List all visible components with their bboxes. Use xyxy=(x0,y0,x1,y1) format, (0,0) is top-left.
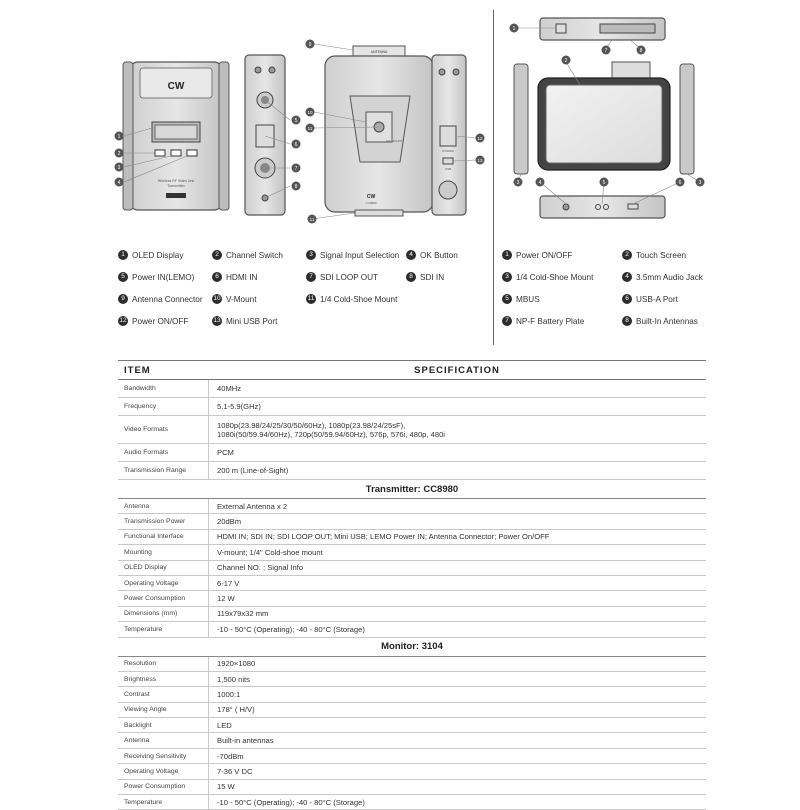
transmitter-section-title: Transmitter: CC8980 xyxy=(118,480,706,499)
legend-item xyxy=(406,272,444,282)
legend-text: Touch Screen xyxy=(636,250,687,260)
spec-row xyxy=(118,657,706,672)
spec-value xyxy=(209,795,706,809)
spec-value xyxy=(209,657,706,671)
spec-value-line: 12 W xyxy=(217,594,235,604)
spec-row xyxy=(118,607,706,622)
spec-value-line: Channel NO. ; Signal Info xyxy=(217,563,304,573)
spec-label: Mounting xyxy=(118,545,209,559)
callout-badge xyxy=(306,40,315,49)
legend-number-badge: 7 xyxy=(306,272,316,282)
spec-row xyxy=(118,380,706,398)
svg-text:8: 8 xyxy=(639,48,643,54)
legend-row xyxy=(118,294,488,316)
legend-number-badge: 8 xyxy=(406,272,416,282)
legend-text: Power ON/OFF xyxy=(516,250,573,260)
callout-badge xyxy=(510,24,519,33)
spec-label: Power Consumption xyxy=(118,591,209,605)
svg-text:3: 3 xyxy=(516,180,520,186)
spec-value xyxy=(209,444,706,461)
spec-value xyxy=(209,499,706,513)
legend-number-badge: 8 xyxy=(622,316,632,326)
spec-row xyxy=(118,561,706,576)
diagram-svg xyxy=(0,0,800,240)
legend-item xyxy=(502,272,593,282)
spec-row xyxy=(118,622,706,637)
spec-value xyxy=(209,462,706,479)
spec-value xyxy=(209,380,706,397)
device-label: Transmitter xyxy=(167,184,185,188)
legend-number-badge: 4 xyxy=(622,272,632,282)
spec-label: Functional Interface xyxy=(118,530,209,544)
legend-item xyxy=(406,250,458,260)
legend-item xyxy=(622,294,678,304)
spec-value-line: 5.1-5.9(GHz) xyxy=(217,402,261,411)
spec-row xyxy=(118,514,706,529)
spec-label: Resolution xyxy=(118,657,209,671)
svg-text:6: 6 xyxy=(294,142,298,148)
spec-row xyxy=(118,591,706,606)
spec-row xyxy=(118,672,706,687)
spec-label: Backlight xyxy=(118,718,209,732)
spec-value xyxy=(209,398,706,415)
legend-text: Power IN(LEMO) xyxy=(132,272,195,282)
svg-text:5: 5 xyxy=(602,180,606,186)
spec-row xyxy=(118,687,706,702)
svg-text:12: 12 xyxy=(477,136,483,141)
spec-row xyxy=(118,499,706,514)
svg-text:7: 7 xyxy=(294,166,298,172)
spec-value xyxy=(209,576,706,590)
legend-number-badge: 7 xyxy=(502,316,512,326)
callout-badge xyxy=(306,124,315,133)
device-label: 1/4" MOUNT xyxy=(385,139,403,143)
spec-value-line: 1,500 nits xyxy=(217,674,250,684)
legend-text: Signal Input Selection xyxy=(320,250,400,260)
callout-badge xyxy=(476,134,485,143)
svg-text:2: 2 xyxy=(564,58,568,64)
transmitter-legend xyxy=(118,250,488,338)
svg-text:10: 10 xyxy=(307,110,313,115)
spec-value xyxy=(209,591,706,605)
legend-row xyxy=(118,272,488,294)
spec-value xyxy=(209,687,706,701)
spec-row xyxy=(118,795,706,810)
svg-text:3: 3 xyxy=(117,165,121,171)
device-label: CW xyxy=(366,194,376,200)
legend-number-badge: 5 xyxy=(118,272,128,282)
legend-item xyxy=(306,250,399,260)
header-specification: SPECIFICATION xyxy=(414,364,500,376)
legend-text: NP-F Battery Plate xyxy=(516,316,585,326)
spec-label: Brightness xyxy=(118,672,209,686)
spec-row xyxy=(118,780,706,795)
transmitter-front-view xyxy=(123,62,229,210)
monitor-section-title: Monitor: 3104 xyxy=(118,638,706,657)
specification-table xyxy=(118,360,706,810)
legend-row xyxy=(502,272,732,294)
spec-header xyxy=(118,360,706,380)
callout-badge xyxy=(115,149,124,158)
svg-text:7: 7 xyxy=(604,48,608,54)
callout-badge xyxy=(536,178,545,187)
legend-text: 1/4 Cold-Shoe Mount xyxy=(320,294,398,304)
legend-item xyxy=(622,316,698,326)
device-label: USB xyxy=(444,167,452,171)
legend-text: SDI LOOP OUT xyxy=(320,272,379,282)
spec-transmitter-section xyxy=(118,499,706,638)
svg-text:3: 3 xyxy=(698,180,702,186)
spec-label: Temperature xyxy=(118,795,209,809)
svg-text:1: 1 xyxy=(117,134,121,140)
spec-value-line: External Antenna x 2 xyxy=(217,501,288,511)
callout-badge xyxy=(676,178,685,187)
spec-row xyxy=(118,530,706,545)
spec-label: Transmission Range xyxy=(118,462,209,479)
callout-badge xyxy=(696,178,705,187)
spec-label: Transmission Power xyxy=(118,514,209,528)
spec-value xyxy=(209,561,706,575)
svg-text:1: 1 xyxy=(512,26,516,32)
header-item: ITEM xyxy=(124,364,151,376)
transmitter-right-side-view xyxy=(432,55,466,215)
spec-label: Frequency xyxy=(118,398,209,415)
legend-text: Built-In Antennas xyxy=(636,316,698,326)
spec-value-line: 1920×1080 xyxy=(217,659,256,669)
callout-badge xyxy=(292,182,301,191)
spec-value-line: 1080p(23.98/24/25/30/50/60Hz), 1080p(23.98/24/25sF), xyxy=(217,420,406,430)
callout-badge xyxy=(115,178,124,187)
device-label: ANTENNA xyxy=(370,50,388,54)
legend-item xyxy=(622,250,686,260)
callout-badge xyxy=(115,163,124,172)
legend-number-badge: 12 xyxy=(118,316,128,326)
legend-text: OLED Display xyxy=(132,250,184,260)
legend-item xyxy=(212,272,257,282)
spec-value xyxy=(209,622,706,636)
legend-item xyxy=(502,294,540,304)
legend-number-badge: 5 xyxy=(502,294,512,304)
callout-badge xyxy=(562,56,571,65)
spec-row xyxy=(118,462,706,480)
spec-label: Operating Voltage xyxy=(118,764,209,778)
monitor-top-view xyxy=(540,18,665,40)
callout-badge xyxy=(600,178,609,187)
svg-text:13: 13 xyxy=(477,158,483,163)
spec-label: Antenna xyxy=(118,733,209,747)
legend-text: Power ON/OFF xyxy=(132,316,189,326)
spec-value-line: 7-36 V DC xyxy=(217,766,253,776)
spec-value xyxy=(209,733,706,747)
legend-text: Channel Switch xyxy=(226,250,283,260)
legend-item xyxy=(502,250,572,260)
legend-number-badge: 11 xyxy=(306,294,316,304)
device-label: CC8980 xyxy=(365,201,377,205)
spec-value-line: V-mount; 1/4" Cold-shoe mount xyxy=(217,547,323,557)
spec-value xyxy=(209,530,706,544)
legend-row xyxy=(502,250,732,272)
spec-row xyxy=(118,749,706,764)
legend-row xyxy=(502,316,732,338)
brand-logo: CW xyxy=(167,81,185,92)
callout-badge xyxy=(602,46,611,55)
legend-item xyxy=(306,294,397,304)
legend-text: HDMI IN xyxy=(226,272,258,282)
legend-number-badge: 13 xyxy=(212,316,222,326)
legend-number-badge: 2 xyxy=(622,250,632,260)
spec-value-line: LED xyxy=(217,720,232,730)
spec-value-line: -10 - 50°C (Operating); -40 - 80°C (Storage) xyxy=(217,797,365,807)
device-label: Wireless RF Video Link xyxy=(157,179,195,183)
spec-value-line: -10 - 50°C (Operating); -40 - 80°C (Storage) xyxy=(217,624,365,634)
legend-number-badge: 3 xyxy=(306,250,316,260)
callout-badge xyxy=(308,215,317,224)
legend-number-badge: 1 xyxy=(118,250,128,260)
legend-text: SDI IN xyxy=(420,272,445,282)
legend-text: USB-A Port xyxy=(636,294,678,304)
spec-value-line: 200 m (Line-of-Sight) xyxy=(217,466,289,475)
legend-item xyxy=(118,316,188,326)
svg-text:6: 6 xyxy=(678,180,682,186)
callout-badge xyxy=(292,116,301,125)
spec-row xyxy=(118,398,706,416)
callout-badge xyxy=(306,108,315,117)
spec-label: Dimensions (mm) xyxy=(118,607,209,621)
spec-label: Operating Voltage xyxy=(118,576,209,590)
svg-text:11: 11 xyxy=(307,126,313,131)
legend-number-badge: 4 xyxy=(406,250,416,260)
legend-item xyxy=(622,272,703,282)
spec-value-line: 119x79x32 mm xyxy=(217,609,269,619)
spec-value-line: 1000:1 xyxy=(217,689,241,699)
legend-text: Antenna Connector xyxy=(132,294,203,304)
spec-row xyxy=(118,703,706,718)
spec-value xyxy=(209,416,706,443)
spec-value xyxy=(209,764,706,778)
spec-row xyxy=(118,545,706,560)
legend-text: OK Button xyxy=(420,250,458,260)
callout-badge xyxy=(292,164,301,173)
legend-text: 1/4 Cold-Shoe Mount xyxy=(516,272,594,282)
legend-text: Mini USB Port xyxy=(226,316,278,326)
callout-badge xyxy=(637,46,646,55)
legend-text: 3.5mm Audio Jack xyxy=(636,272,703,282)
spec-value-line: 20dBm xyxy=(217,517,242,527)
spec-label: Video Formats xyxy=(118,416,209,443)
spec-label: Viewing Angle xyxy=(118,703,209,717)
legend-number-badge: 6 xyxy=(622,294,632,304)
legend-number-badge: 6 xyxy=(212,272,222,282)
spec-value xyxy=(209,607,706,621)
spec-general-section xyxy=(118,380,706,480)
spec-label: Audio Formats xyxy=(118,444,209,461)
spec-value-line: 40MHz xyxy=(217,384,242,393)
callout-badge xyxy=(115,132,124,141)
callout-badge xyxy=(292,140,301,149)
vertical-divider xyxy=(493,10,494,345)
spec-row xyxy=(118,576,706,591)
svg-text:8: 8 xyxy=(294,184,298,190)
spec-monitor-section xyxy=(118,657,706,810)
spec-label: Bandwidth xyxy=(118,380,209,397)
legend-number-badge: 10 xyxy=(212,294,222,304)
legend-text: V-Mount xyxy=(226,294,257,304)
spec-value xyxy=(209,749,706,763)
spec-row xyxy=(118,444,706,462)
legend-number-badge: 2 xyxy=(212,250,222,260)
legend-item xyxy=(118,250,183,260)
transmitter-rear-view xyxy=(325,46,433,216)
legend-item xyxy=(118,294,203,304)
svg-text:4: 4 xyxy=(538,180,542,186)
spec-label: Contrast xyxy=(118,687,209,701)
legend-row xyxy=(118,250,488,272)
svg-text:2: 2 xyxy=(117,151,121,157)
device-label: POWER xyxy=(442,149,454,153)
spec-value-line: 1080i(50/59.94/60Hz), 720p(50/59.94/60Hz), 576p, 576i, 480p, 480i xyxy=(217,429,445,439)
svg-text:4: 4 xyxy=(117,180,121,186)
spec-value-line: Built-in antennas xyxy=(217,736,274,746)
svg-text:5: 5 xyxy=(294,118,298,124)
spec-value xyxy=(209,780,706,794)
legend-item xyxy=(212,316,277,326)
spec-value xyxy=(209,672,706,686)
legend-item xyxy=(212,250,283,260)
svg-text:11: 11 xyxy=(309,217,315,222)
callout-badge xyxy=(514,178,523,187)
spec-value xyxy=(209,703,706,717)
spec-row xyxy=(118,718,706,733)
legend-number-badge: 1 xyxy=(502,250,512,260)
spec-value-line: PCM xyxy=(217,448,234,457)
spec-row xyxy=(118,416,706,444)
legend-text: MBUS xyxy=(516,294,540,304)
callout-badge xyxy=(476,156,485,165)
spec-label: Antenna xyxy=(118,499,209,513)
legend-row xyxy=(118,316,488,338)
product-diagrams xyxy=(0,0,800,240)
spec-row xyxy=(118,764,706,779)
svg-text:9: 9 xyxy=(308,42,312,48)
spec-value-line: 15 W xyxy=(217,782,235,792)
spec-value xyxy=(209,718,706,732)
legend-item xyxy=(502,316,584,326)
spec-value xyxy=(209,514,706,528)
legend-item xyxy=(118,272,194,282)
spec-row xyxy=(118,733,706,748)
legend-row xyxy=(502,294,732,316)
spec-label: Power Consumption xyxy=(118,780,209,794)
legend-item xyxy=(212,294,257,304)
spec-label: OLED Display xyxy=(118,561,209,575)
legend-number-badge: 9 xyxy=(118,294,128,304)
legend-number-badge: 3 xyxy=(502,272,512,282)
monitor-front-view xyxy=(514,62,694,174)
spec-value-line: -70dBm xyxy=(217,751,244,761)
spec-label: Temperature xyxy=(118,622,209,636)
spec-value-line: 6-17 V xyxy=(217,578,240,588)
monitor-legend xyxy=(502,250,732,338)
spec-value-line: HDMI IN; SDI IN; SDI LOOP OUT; Mini USB; LEMO Power IN; Antenna Connector; Power On/OFF xyxy=(217,532,550,542)
spec-value xyxy=(209,545,706,559)
spec-value-line: 178° ( H/V) xyxy=(217,705,255,715)
legend-item xyxy=(306,272,378,282)
spec-label: Receiving Sensitivity xyxy=(118,749,209,763)
